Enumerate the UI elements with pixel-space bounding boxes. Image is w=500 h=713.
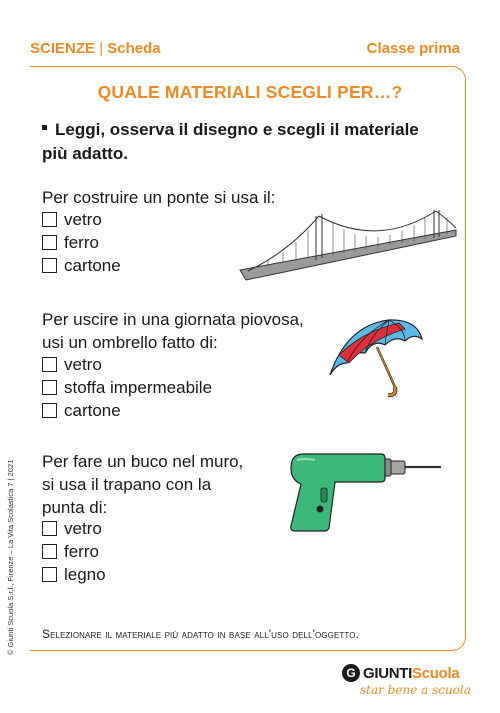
instruction xyxy=(42,118,442,166)
option-cartone-2[interactable]: cartone xyxy=(42,399,212,422)
logo-part2: Scuola xyxy=(412,664,460,682)
question-2-line-2: usi un ombrello fatto di: xyxy=(42,333,218,352)
checkbox[interactable] xyxy=(42,403,57,418)
suspension-bridge-icon xyxy=(238,208,460,282)
drill-icon xyxy=(283,452,443,532)
side-credit: © Giunti Scuola S.r.l., Firenze – La Vita Scolastica 7 | 2021 xyxy=(6,459,15,655)
checkbox[interactable] xyxy=(42,544,57,559)
option-ferro-3[interactable]: ferro xyxy=(42,540,106,563)
checkbox[interactable] xyxy=(42,567,57,582)
option-vetro-2[interactable]: vetro xyxy=(42,353,212,376)
giunti-logo xyxy=(342,664,471,697)
checkbox[interactable] xyxy=(42,380,57,395)
footer-note: Selezionare il materiale più adatto in base all'uso dell'oggetto. xyxy=(42,627,360,641)
question-1-options xyxy=(42,208,121,277)
logo-g-icon: G xyxy=(342,664,360,682)
question-3-line-2: si usa il trapano con la xyxy=(42,475,212,494)
checkbox[interactable] xyxy=(42,357,57,372)
checkbox[interactable] xyxy=(42,258,57,273)
question-1 xyxy=(42,186,275,209)
question-1-line-1: Per costruire un ponte si usa il: xyxy=(42,188,276,207)
bullet-icon xyxy=(42,125,47,130)
question-3 xyxy=(42,450,243,519)
kind-label: Scheda xyxy=(107,40,161,57)
logo-part1: GIUNTI xyxy=(363,664,413,682)
option-ferro-1[interactable]: ferro xyxy=(42,231,121,254)
logo-tagline: star bene a scuola xyxy=(360,683,471,697)
question-3-line-3: punta di: xyxy=(42,498,108,517)
option-legno-3[interactable]: legno xyxy=(42,563,106,586)
question-2-options xyxy=(42,353,212,422)
option-cartone-1[interactable]: cartone xyxy=(42,254,121,277)
option-vetro-3[interactable]: vetro xyxy=(42,517,106,540)
question-2-line-1: Per uscire in una giornata piovosa, xyxy=(42,310,304,329)
question-3-options xyxy=(42,517,106,586)
umbrella-icon xyxy=(325,317,425,399)
header-subject xyxy=(30,40,161,57)
instruction-text: Leggi, osserva il disegno e scegli il materiale più adatto. xyxy=(42,120,419,163)
checkbox[interactable] xyxy=(42,521,57,536)
checkbox[interactable] xyxy=(42,235,57,250)
grade-label: Classe prima xyxy=(366,40,460,57)
question-3-line-1: Per fare un buco nel muro, xyxy=(42,452,244,471)
option-vetro-1[interactable]: vetro xyxy=(42,208,121,231)
subject-label: SCIENZE xyxy=(30,40,96,57)
question-2 xyxy=(42,308,304,354)
header-separator: | xyxy=(99,40,104,57)
checkbox[interactable] xyxy=(42,212,57,227)
page-title: QUALE MATERIALI SCEGLI PER…? xyxy=(97,82,403,102)
option-stoffa-2[interactable]: stoffa impermeabile xyxy=(42,376,212,399)
